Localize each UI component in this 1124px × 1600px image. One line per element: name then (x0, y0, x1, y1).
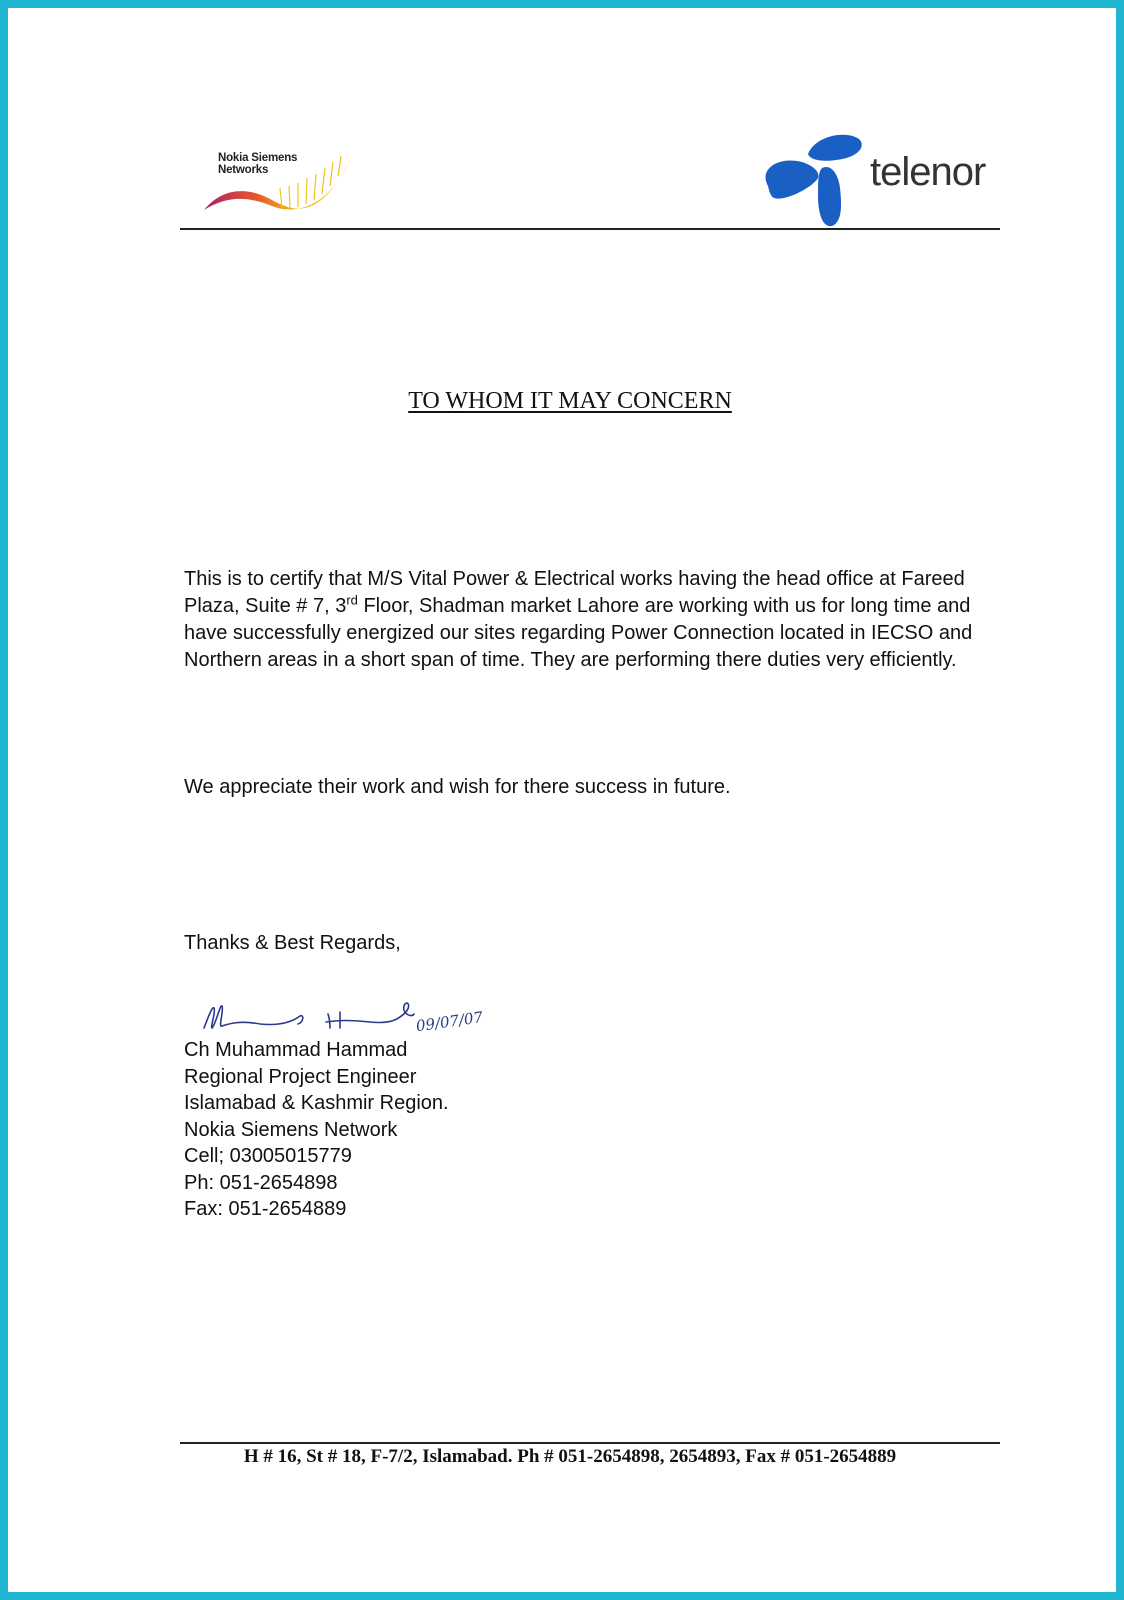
signatory-designation: Regional Project Engineer (184, 1065, 417, 1088)
signatory-fax: Fax: 051-2654889 (184, 1198, 347, 1220)
ordinal-superscript: rd (346, 592, 358, 608)
signatory-region: Islamabad & Kashmir Region. (184, 1092, 449, 1114)
signatory-block (184, 1037, 1014, 1223)
letter-paragraph-1 (184, 566, 1014, 674)
letter-closing: Thanks & Best Regards, (184, 932, 401, 954)
nsn-logo-line2: Networks (218, 164, 269, 176)
header-divider (180, 228, 1000, 230)
footer-address: H # 16, St # 18, F-7/2, Islamabad. Ph # 051-2654898, 2654893, Fax # 051-2654889 (243, 1446, 897, 1467)
signatory-name: Ch Muhammad Hammad (184, 1039, 408, 1061)
signature-date: 09/07/07 (414, 1008, 485, 1036)
telenor-propeller-logo-icon (760, 128, 870, 232)
letter-title-text: TO WHOM IT MAY CONCERN (408, 388, 732, 414)
signatory-phone: Ph: 051-2654898 (184, 1171, 338, 1194)
signatory-company: Nokia Siemens Network (184, 1118, 398, 1141)
letter-paragraph-2: We appreciate their work and wish for there success in future. (184, 776, 731, 798)
nsn-logo-line1: Nokia Siemens (218, 152, 298, 164)
signatory-cell: Cell; 03005015779 (184, 1145, 352, 1167)
paragraph-1-part-2: Floor, Shadman market Lahore are working with us for long time and have successfully energized our sites regarding Power Connection located in IECSO and Northern areas in a short span of time. They are performing there duties very efficiently. (184, 595, 973, 671)
footer-divider (180, 1442, 1000, 1444)
nokia-siemens-logo-text (218, 152, 297, 176)
telenor-logo-text: telenor (870, 150, 986, 194)
letter-title (8, 388, 1124, 415)
paragraph-1-part-1: This is to certify that M/S Vital Power & Electrical works having the head office at Fareed Plaza, Suite # 7, 3 (184, 568, 965, 617)
